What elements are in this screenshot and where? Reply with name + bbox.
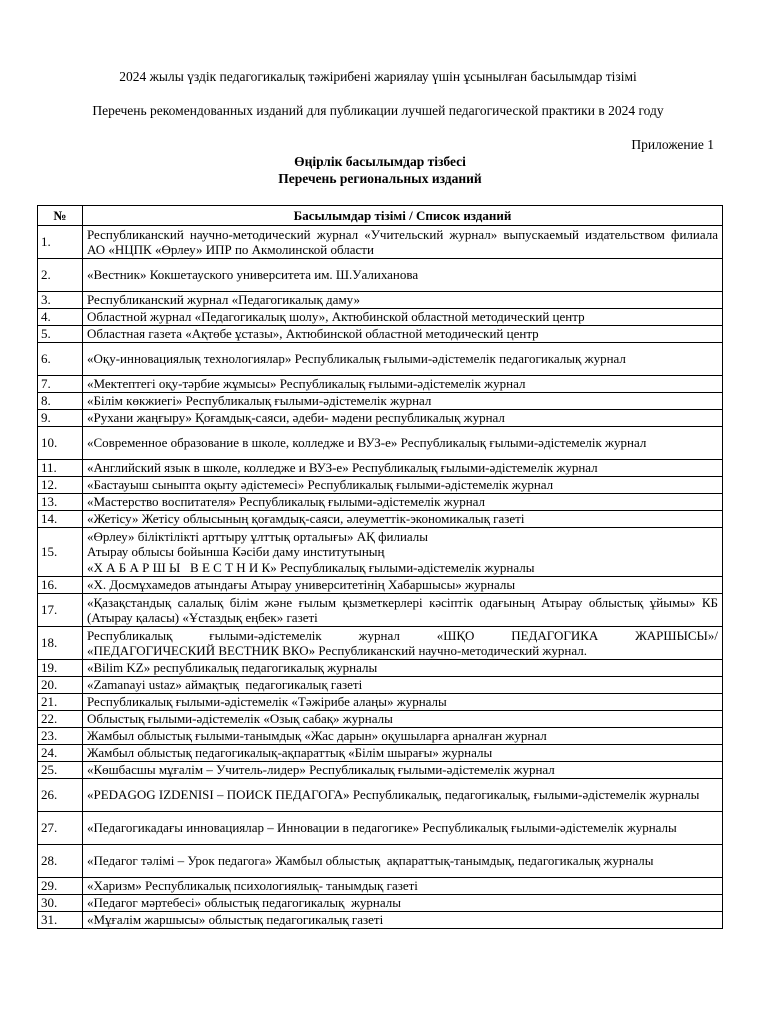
row-publication: Республиканский журнал «Педагогикалық даму» <box>83 292 723 309</box>
row-number: 29. <box>38 878 83 895</box>
column-header-number: № <box>38 206 83 226</box>
row-publication: «Bilim KZ» республикалық педагогикалық журналы <box>83 660 723 677</box>
row-number: 2. <box>38 259 83 292</box>
row-number: 19. <box>38 660 83 677</box>
row-publication: «PEDAGOG IZDENISI – ПОИСК ПЕДАГОГА» Республикалық, педагогикалық, ғылыми-әдістемелік журналы <box>83 779 723 812</box>
row-number: 24. <box>38 745 83 762</box>
row-number: 18. <box>38 627 83 660</box>
publication-line: «Өрлеу» біліктілікті арттыру ұлттық орталығы» АҚ филиалы <box>87 528 429 544</box>
row-publication: «Х. Досмұхамедов атындағы Атырау университетінің Хабаршысы» журналы <box>83 577 723 594</box>
table-row <box>38 677 723 694</box>
table-row <box>38 226 723 259</box>
row-number: 10. <box>38 427 83 460</box>
row-publication: «Современное образование в школе, колледже и ВУЗ-е» Республикалық ғылыми-әдістемелік журнал <box>83 427 723 460</box>
table-row <box>38 460 723 477</box>
row-number: 6. <box>38 343 83 376</box>
row-publication: «Оқу-инновациялық технологиялар» Республикалық ғылыми-әдістемелік педагогикалық журнал <box>83 343 723 376</box>
row-publication: Республикалық ғылыми-әдістемелік «Тәжірибе алаңы» журналы <box>83 694 723 711</box>
row-publication: Республиканский научно-методический журнал «Учительский журнал» выпускаемый издательством филиала АО «НЦПК «Өрлеу» ИПР по Акмолинской области <box>83 226 723 259</box>
row-number: 25. <box>38 762 83 779</box>
table-row <box>38 309 723 326</box>
column-header-list: Басылымдар тізімі / Список изданий <box>83 206 723 226</box>
row-number: 11. <box>38 460 83 477</box>
row-number: 7. <box>38 376 83 393</box>
row-number: 15. <box>38 528 83 577</box>
publication-line: Атырау облысы бойынша Кәсіби даму институтының <box>87 544 385 560</box>
row-number: 9. <box>38 410 83 427</box>
table-row <box>38 528 723 577</box>
row-number: 21. <box>38 694 83 711</box>
appendix-label: Приложение 1 <box>631 137 714 152</box>
row-number: 8. <box>38 393 83 410</box>
row-publication: «Мектептегі оқу-тәрбие жұмысы» Республикалық ғылыми-әдістемелік журнал <box>83 376 723 393</box>
row-number: 20. <box>38 677 83 694</box>
row-publication: «Рухани жаңғыру» Қоғамдық-саяси, әдеби- мәдени республикалық журнал <box>83 410 723 427</box>
table-row <box>38 376 723 393</box>
table-row <box>38 779 723 812</box>
table-header-row <box>38 206 723 226</box>
table-row <box>38 292 723 309</box>
row-publication: «Харизм» Республикалық психологиялық- танымдық газеті <box>83 878 723 895</box>
row-number: 14. <box>38 511 83 528</box>
row-number: 26. <box>38 779 83 812</box>
table-row <box>38 494 723 511</box>
row-number: 28. <box>38 845 83 878</box>
publication-line: Республикалық ғылыми-әдістемелік журнал «ШҚО ПЕДАГОГИКА ЖАРШЫСЫ»/ <box>87 627 718 643</box>
table-row <box>38 711 723 728</box>
row-number: 17. <box>38 594 83 627</box>
table-row <box>38 878 723 895</box>
row-publication: «Вестник» Кокшетауского университета им. Ш.Уалиханова <box>83 259 723 292</box>
row-number: 30. <box>38 895 83 912</box>
row-publication: «Педагог мәртебесі» облыстық педагогикалық журналы <box>83 895 723 912</box>
row-publication: Жамбыл облыстық ғылыми-танымдық «Жас дарын» оқушыларға арналған журнал <box>83 728 723 745</box>
row-number: 1. <box>38 226 83 259</box>
row-publication: Областной журнал «Педагогикалық шолу», Актюбинской областной методический центр <box>83 309 723 326</box>
row-publication: «Английский язык в школе, колледже и ВУЗ-е» Республикалық ғылыми-әдістемелік журнал <box>83 460 723 477</box>
table-row <box>38 660 723 677</box>
document-title-kz: 2024 жылы үздік педагогикалық тәжірибені жариялау үшін ұсынылған басылымдар тізімі <box>119 69 637 84</box>
row-publication: «Білім көкжиегі» Республикалық ғылыми-әдістемелік журнал <box>83 393 723 410</box>
table-row <box>38 627 723 660</box>
row-publication: «Педагог тәлімі – Урок педагога» Жамбыл облыстық ақпараттық-танымдық, педагогикалық журналы <box>83 845 723 878</box>
row-publication: «Жетісу» Жетісу облысының қоғамдық-саяси, әлеуметтік-экономикалық газеті <box>83 511 723 528</box>
row-publication <box>83 627 723 660</box>
publication-line: «Х А Б А Р Ш Ы В Е С Т Н И К» Республикалық ғылыми-әдістемелік журналы <box>87 559 535 575</box>
row-publication: Областная газета «Ақтөбе ұстазы», Актюбинской областной методический центр <box>83 326 723 343</box>
section-heading-kz: Өңірлік басылымдар тізбесі <box>294 154 466 169</box>
row-publication: «Мастерство воспитателя» Республикалық ғылыми-әдістемелік журнал <box>83 494 723 511</box>
table-row <box>38 393 723 410</box>
row-number: 5. <box>38 326 83 343</box>
table-row <box>38 694 723 711</box>
row-publication <box>83 528 723 577</box>
document-title-ru: Перечень рекомендованных изданий для публикации лучшей педагогической практики в 2024 году <box>92 103 664 118</box>
table-row <box>38 511 723 528</box>
table-row <box>38 594 723 627</box>
table-row <box>38 762 723 779</box>
table-row <box>38 728 723 745</box>
row-publication: «Педагогикадағы инновациялар – Инновации в педагогике» Республикалық ғылыми-әдістемелік журналы <box>83 812 723 845</box>
table-row <box>38 259 723 292</box>
table-row <box>38 427 723 460</box>
row-publication: «Қазақстандық салалық білім және ғылым қызметкерлері кәсіптік одағының Атырау облыстық ұйымы» КБ (Атырау қаласы) «Ұстаздық еңбек» газеті <box>83 594 723 627</box>
row-number: 12. <box>38 477 83 494</box>
table-row <box>38 745 723 762</box>
section-heading-ru: Перечень региональных изданий <box>278 171 482 186</box>
table-row <box>38 326 723 343</box>
row-number: 3. <box>38 292 83 309</box>
row-publication: «Zamanayi ustaz» аймақтық педагогикалық газеті <box>83 677 723 694</box>
table-row <box>38 477 723 494</box>
row-number: 16. <box>38 577 83 594</box>
table-row <box>38 845 723 878</box>
publications-table <box>37 205 723 929</box>
row-number: 23. <box>38 728 83 745</box>
row-publication: Жамбыл облыстық педагогикалық-ақпараттық «Білім шырағы» журналы <box>83 745 723 762</box>
row-number: 31. <box>38 912 83 929</box>
table-row <box>38 343 723 376</box>
row-publication: «Мұғалім жаршысы» облыстық педагогикалық газеті <box>83 912 723 929</box>
row-number: 27. <box>38 812 83 845</box>
row-number: 4. <box>38 309 83 326</box>
row-number: 22. <box>38 711 83 728</box>
row-publication: «Көшбасшы мұғалім – Учитель-лидер» Республикалық ғылыми-әдістемелік журнал <box>83 762 723 779</box>
table-row <box>38 912 723 929</box>
table-row <box>38 410 723 427</box>
row-publication: «Бастауыш сыныпта оқыту әдістемесі» Республикалық ғылыми-әдістемелік журнал <box>83 477 723 494</box>
row-number: 13. <box>38 494 83 511</box>
table-row <box>38 577 723 594</box>
row-publication: Облыстық ғылыми-әдістемелік «Озық сабақ» журналы <box>83 711 723 728</box>
publication-line: «ПЕДАГОГИЧЕСКИЙ ВЕСТНИК ВКО» Республиканский научно-методический журнал. <box>87 643 587 658</box>
table-row <box>38 895 723 912</box>
table-row <box>38 812 723 845</box>
